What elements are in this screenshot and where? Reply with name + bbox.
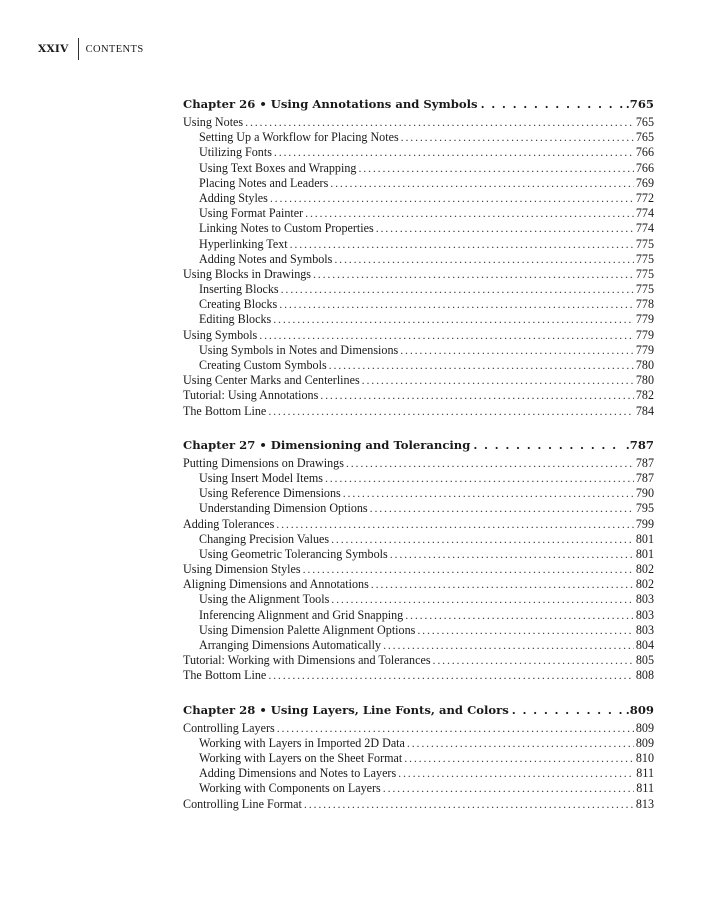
entry-page-number: 779: [635, 342, 654, 357]
entry-title: Hyperlinking Text: [199, 236, 288, 251]
toc-subentry[interactable]: [183, 532, 654, 547]
entry-title: Adding Tolerances: [183, 516, 275, 531]
entry-title: Adding Styles: [199, 190, 268, 205]
dot-leader: [304, 797, 634, 812]
toc-entry[interactable]: [183, 404, 654, 419]
dot-leader: [273, 312, 634, 327]
toc-subentry[interactable]: [183, 608, 654, 623]
toc-entry[interactable]: [183, 115, 654, 130]
entry-title: Using Dimension Styles: [183, 562, 301, 577]
toc-entry[interactable]: [183, 373, 654, 388]
toc-entry[interactable]: [183, 668, 654, 683]
entry-title: Using Insert Model Items: [199, 470, 323, 485]
dot-leader: [331, 592, 634, 607]
entry-title: Placing Notes and Leaders: [199, 175, 329, 190]
toc-entry[interactable]: [183, 653, 654, 668]
entry-page-number: 774: [635, 206, 654, 221]
dot-leader: [400, 343, 634, 358]
chapter-page-number: .765: [625, 97, 654, 111]
entry-page-number: 779: [635, 312, 654, 327]
toc-subentry[interactable]: [183, 161, 654, 176]
entry-page-number: 775: [635, 282, 654, 297]
dot-leader: [404, 751, 634, 766]
dot-leader: [274, 145, 634, 160]
entry-title: Controlling Line Format: [183, 796, 302, 811]
chapter-title: Chapter 27 • Dimensioning and Tolerancing: [183, 437, 471, 452]
toc-subentry[interactable]: [183, 751, 654, 766]
entry-title: Using Symbols in Notes and Dimensions: [199, 342, 399, 357]
entry-page-number: 801: [635, 546, 654, 561]
entry-title: Inferencing Alignment and Grid Snapping: [199, 607, 404, 622]
dot-leader: [325, 471, 634, 486]
entry-title: Working with Layers on the Sheet Format: [199, 750, 403, 765]
entry-title: Using Blocks in Drawings: [183, 266, 311, 281]
toc-entry[interactable]: [183, 577, 654, 592]
toc-entry[interactable]: [183, 721, 654, 736]
entry-page-number: 769: [635, 175, 654, 190]
toc-subentry[interactable]: [183, 297, 654, 312]
entry-title: Working with Components on Layers: [199, 781, 381, 796]
dot-leader: [358, 161, 633, 176]
entry-title: Using Geometric Tolerancing Symbols: [199, 546, 388, 561]
dot-leader: [276, 517, 634, 532]
dot-leader: [376, 221, 634, 236]
entry-title: Inserting Blocks: [199, 282, 279, 297]
toc-subentry[interactable]: [183, 766, 654, 781]
dot-leader: [245, 115, 634, 130]
toc-subentry[interactable]: [183, 501, 654, 516]
entry-page-number: 809: [635, 720, 654, 735]
entry-title: Adding Dimensions and Notes to Layers: [199, 766, 397, 781]
dot-leader: [401, 130, 634, 145]
dot-leader: [305, 206, 634, 221]
entry-page-number: 766: [635, 145, 654, 160]
entry-page-number: 809: [635, 735, 654, 750]
chapter-section: [183, 701, 654, 812]
entry-page-number: 803: [635, 592, 654, 607]
dot-leader: [512, 701, 623, 719]
toc-subentry[interactable]: [183, 145, 654, 160]
toc-subentry[interactable]: [183, 191, 654, 206]
entry-title: Tutorial: Working with Dimensions and Tolerances: [183, 653, 431, 668]
entry-page-number: 805: [635, 653, 654, 668]
dot-leader: [277, 721, 634, 736]
entry-page-number: 803: [635, 607, 654, 622]
entry-page-number: 790: [635, 486, 654, 501]
dot-leader: [417, 623, 634, 638]
dot-leader: [334, 252, 633, 267]
toc-subentry[interactable]: [183, 358, 654, 373]
chapter-section: [183, 436, 654, 684]
toc-subentry[interactable]: [183, 176, 654, 191]
dot-leader: [390, 547, 634, 562]
entry-title: Using Format Painter: [199, 206, 304, 221]
dot-leader: [331, 532, 634, 547]
entry-page-number: 804: [635, 638, 654, 652]
entry-title: Using Center Marks and Centerlines: [183, 373, 360, 388]
dot-leader: [473, 436, 622, 454]
entry-page-number: 778: [635, 297, 654, 312]
page-folio: XXIV: [38, 43, 69, 55]
entry-page-number: 795: [635, 501, 654, 516]
table-of-contents: [183, 95, 654, 829]
entry-title: Putting Dimensions on Drawings: [183, 455, 344, 470]
toc-entry[interactable]: [183, 456, 654, 471]
dot-leader: [290, 237, 634, 252]
dot-leader: [330, 176, 634, 191]
dot-leader: [405, 608, 634, 623]
dot-leader: [343, 486, 634, 501]
entry-page-number: 780: [635, 358, 654, 372]
toc-subentry[interactable]: [183, 206, 654, 221]
toc-subentry[interactable]: [183, 486, 654, 501]
chapter-page-number: .787: [625, 437, 654, 452]
chapter-title: Chapter 26 • Using Annotations and Symbols: [183, 97, 478, 111]
entry-page-number: 784: [635, 403, 654, 418]
dot-leader: [481, 95, 623, 113]
entry-page-number: 772: [635, 190, 654, 205]
entry-title: Creating Custom Symbols: [199, 358, 327, 372]
entry-title: Linking Notes to Custom Properties: [199, 221, 374, 236]
entry-title: Using Text Boxes and Wrapping: [199, 160, 357, 175]
toc-subentry[interactable]: [183, 592, 654, 607]
running-head: [38, 38, 144, 60]
entry-title: Creating Blocks: [199, 297, 278, 312]
entry-page-number: 775: [635, 251, 654, 266]
dot-leader: [362, 373, 634, 388]
dot-leader: [268, 668, 634, 683]
toc-subentry[interactable]: [183, 638, 654, 653]
entry-title: The Bottom Line: [183, 403, 267, 418]
entry-page-number: 765: [635, 130, 654, 145]
entry-page-number: 813: [635, 796, 654, 811]
entry-title: Controlling Layers: [183, 720, 275, 735]
chapter-title: Chapter 28 • Using Layers, Line Fonts, and Colors: [183, 702, 509, 717]
chapter-section: [183, 95, 654, 419]
toc-subentry[interactable]: [183, 623, 654, 638]
dot-leader: [279, 297, 634, 312]
dot-leader: [383, 638, 634, 653]
entry-title: Changing Precision Values: [199, 531, 330, 546]
toc-entry[interactable]: [183, 267, 654, 282]
dot-leader: [383, 781, 635, 796]
toc-subentry[interactable]: [183, 130, 654, 145]
chapter-heading[interactable]: [183, 701, 654, 719]
chapter-page-number: .809: [625, 702, 654, 717]
toc-entry[interactable]: [183, 562, 654, 577]
dot-leader: [281, 282, 634, 297]
entry-page-number: 779: [635, 327, 654, 342]
toc-subentry[interactable]: [183, 736, 654, 751]
entry-title: The Bottom Line: [183, 668, 267, 683]
entry-page-number: 765: [635, 115, 654, 129]
dot-leader: [370, 501, 634, 516]
dot-leader: [398, 766, 634, 781]
entry-page-number: 782: [635, 388, 654, 403]
dot-leader: [270, 191, 634, 206]
entry-title: Working with Layers in Imported 2D Data: [199, 735, 405, 750]
toc-subentry[interactable]: [183, 781, 654, 796]
entry-page-number: 775: [635, 236, 654, 251]
dot-leader: [259, 328, 634, 343]
entry-page-number: 774: [635, 221, 654, 236]
entry-page-number: 780: [635, 373, 654, 388]
entry-page-number: 787: [635, 455, 654, 470]
toc-subentry[interactable]: [183, 221, 654, 236]
entry-page-number: 810: [635, 750, 654, 765]
toc-entry[interactable]: [183, 328, 654, 343]
dot-leader: [407, 736, 634, 751]
toc-subentry[interactable]: [183, 471, 654, 486]
entry-page-number: 787: [635, 470, 654, 485]
dot-leader: [320, 388, 634, 403]
entry-page-number: 802: [635, 577, 654, 592]
entry-page-number: 811: [636, 766, 654, 781]
entry-title: Tutorial: Using Annotations: [183, 388, 319, 403]
dot-leader: [303, 562, 634, 577]
entry-page-number: 803: [635, 622, 654, 637]
toc-entry[interactable]: [183, 517, 654, 532]
entry-title: Utilizing Fonts: [199, 145, 272, 160]
dot-leader: [433, 653, 634, 668]
entry-title: Using Reference Dimensions: [199, 486, 341, 501]
dot-leader: [346, 456, 634, 471]
dot-leader: [329, 358, 634, 373]
dot-leader: [313, 267, 634, 282]
toc-subentry[interactable]: [183, 237, 654, 252]
entry-page-number: 808: [635, 668, 654, 683]
entry-page-number: 801: [635, 531, 654, 546]
entry-title: Using the Alignment Tools: [199, 592, 330, 607]
toc-subentry[interactable]: [183, 312, 654, 327]
toc-entry[interactable]: [183, 388, 654, 403]
entry-page-number: 811: [636, 781, 654, 796]
dot-leader: [371, 577, 634, 592]
entry-title: Using Dimension Palette Alignment Options: [199, 622, 416, 637]
chapter-heading[interactable]: [183, 95, 654, 113]
entry-title: Editing Blocks: [199, 312, 272, 327]
entry-title: Using Notes: [183, 115, 244, 129]
entry-page-number: 766: [635, 160, 654, 175]
entry-title: Adding Notes and Symbols: [199, 251, 333, 266]
entry-title: Arranging Dimensions Automatically: [199, 638, 382, 652]
toc-subentry[interactable]: [183, 252, 654, 267]
entry-page-number: 799: [635, 516, 654, 531]
toc-entry[interactable]: [183, 797, 654, 812]
dot-leader: [268, 404, 634, 419]
toc-subentry[interactable]: [183, 282, 654, 297]
entry-title: Aligning Dimensions and Annotations: [183, 577, 369, 592]
chapter-heading[interactable]: [183, 436, 654, 454]
entry-title: Using Symbols: [183, 327, 258, 342]
toc-subentry[interactable]: [183, 343, 654, 358]
section-label: CONTENTS: [85, 43, 144, 55]
entry-page-number: 802: [635, 562, 654, 577]
entry-title: Setting Up a Workflow for Placing Notes: [199, 130, 399, 145]
toc-subentry[interactable]: [183, 547, 654, 562]
entry-page-number: 775: [635, 266, 654, 281]
entry-title: Understanding Dimension Options: [199, 501, 368, 516]
